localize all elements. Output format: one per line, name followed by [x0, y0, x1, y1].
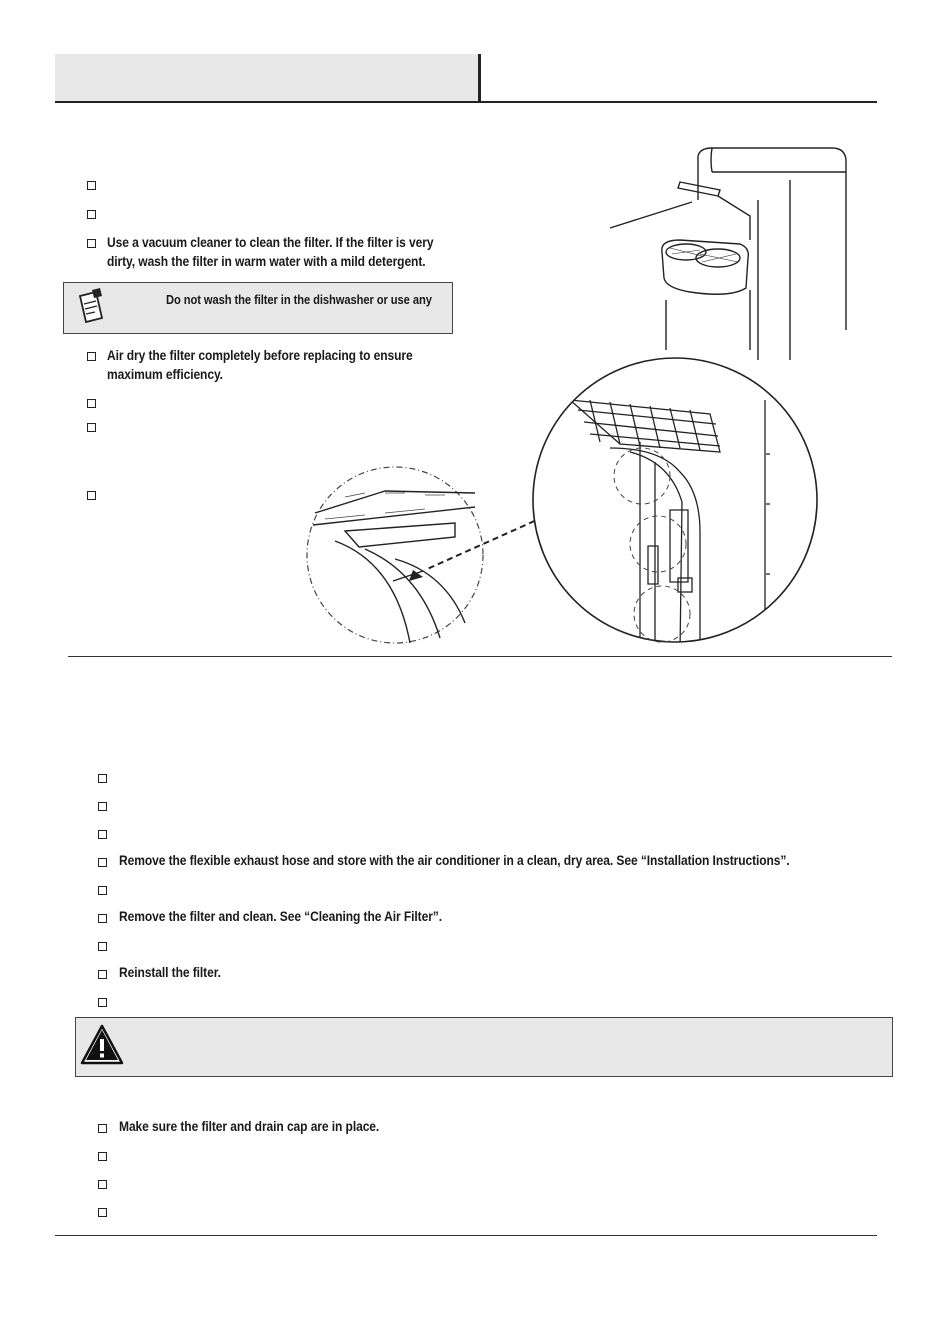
checkbox	[98, 1180, 107, 1189]
checkbox	[98, 886, 107, 895]
bullet-text: Remove the filter and clean. See “Cleaning the Air Filter”.	[119, 908, 442, 924]
note-box	[63, 282, 453, 334]
checkbox	[87, 352, 96, 361]
checkbox	[98, 858, 107, 867]
checkbox	[87, 423, 96, 432]
filter-insertion-closeup-illustration	[530, 352, 822, 648]
checkbox	[98, 1152, 107, 1161]
checkbox	[98, 830, 107, 839]
checkbox	[87, 239, 96, 248]
checkbox	[98, 998, 107, 1007]
warning-triangle-icon	[80, 1024, 124, 1066]
note-text: Do not wash the filter in the dishwasher or use any	[166, 292, 432, 307]
checkbox	[87, 181, 96, 190]
note-pencil-icon	[76, 288, 106, 324]
bullet-text: Remove the flexible exhaust hose and store with the air conditioner in a clean, dry area. See “Installation Instructions”.	[119, 852, 790, 868]
checkbox	[87, 210, 96, 219]
section-rule	[68, 656, 892, 657]
warning-box	[75, 1017, 893, 1077]
checkbox	[98, 1124, 107, 1133]
footer-rule	[55, 1235, 877, 1236]
header-divider	[478, 54, 481, 103]
checkbox	[98, 1208, 107, 1217]
bullet-text: Air dry the filter completely before replacing to ensure	[107, 347, 413, 363]
checkbox	[87, 399, 96, 408]
checkbox	[98, 774, 107, 783]
bullet-text-continued: dirty, wash the filter in warm water with a mild detergent.	[107, 253, 426, 269]
bullet-text: Use a vacuum cleaner to clean the filter. If the filter is very	[107, 234, 434, 250]
checkbox	[87, 491, 96, 500]
header-title-box	[55, 54, 478, 102]
checkbox	[98, 914, 107, 923]
bullet-text: Make sure the filter and drain cap are in place.	[119, 1118, 380, 1134]
checkbox	[98, 802, 107, 811]
ac-unit-filter-illustration	[600, 140, 870, 365]
bullet-text-continued: maximum efficiency.	[107, 366, 223, 382]
header-rule	[55, 101, 877, 103]
bullet-text: Reinstall the filter.	[119, 964, 221, 980]
checkbox	[98, 970, 107, 979]
checkbox	[98, 942, 107, 951]
